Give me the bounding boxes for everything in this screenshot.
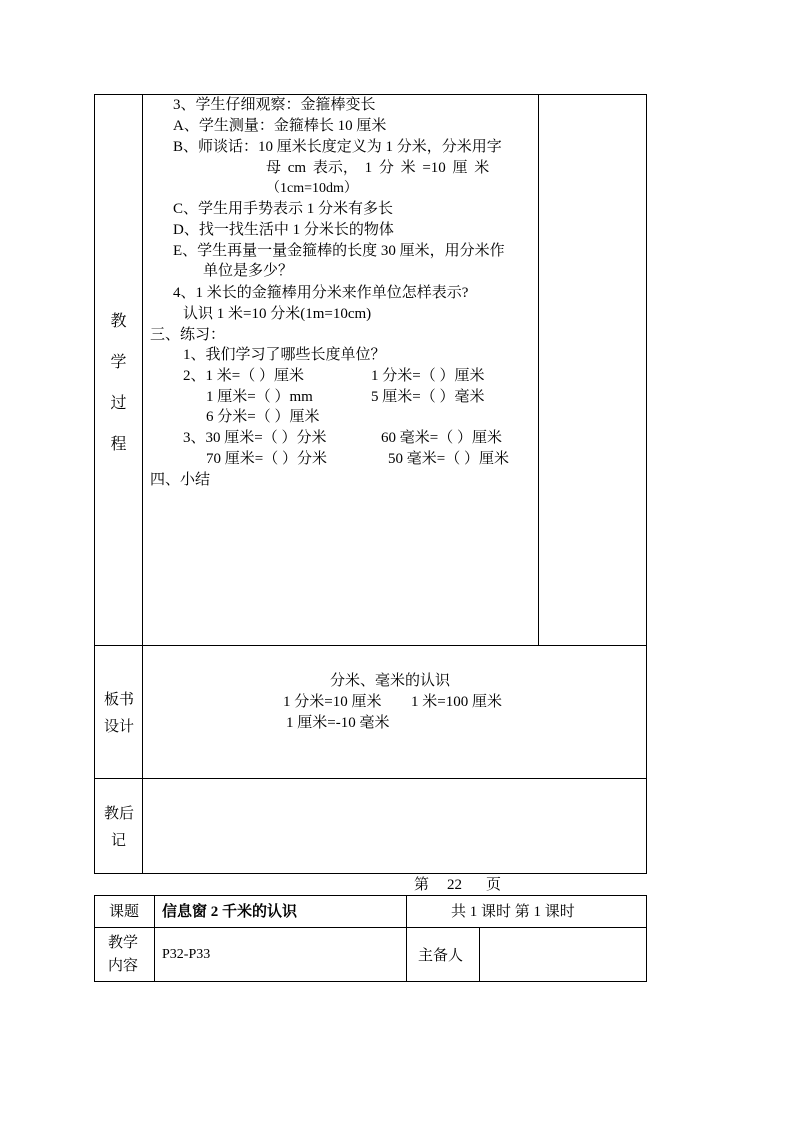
process-label-char: 过 [110, 395, 127, 412]
content-value: P32-P33 [162, 947, 211, 962]
process-label-char: 学 [110, 354, 127, 371]
row-divider-board [94, 645, 647, 646]
process-step-3d: D、找一找生活中 1 分米长的物体 [173, 222, 394, 238]
practice-q3c: 70 厘米=（ ）分米 [206, 451, 327, 467]
topic-value: 信息窗 2 千米的认识 [162, 904, 298, 920]
page-number-prefix: 第 [414, 877, 430, 893]
practice-q2d: 5 厘米=（ ）毫米 [371, 389, 485, 405]
practice-q1: 1、我们学习了哪些长度单位？ [183, 347, 386, 363]
practice-q2c: 1 厘米=（ ）mm [206, 389, 313, 405]
process-step-3b-cont: 母 cm 表示， 1 分 米 =10 厘 米 [266, 160, 490, 176]
lesson-hours: 共 1 课时 第 1 课时 [451, 904, 575, 920]
process-step-3b: B、师谈话：10 厘米长度定义为 1 分米，分米用字 [173, 139, 502, 155]
right-column-divider [538, 94, 539, 645]
reflection-label-line: 教后 [104, 806, 135, 822]
process-step-3c: C、学生用手势表示 1 分米有多长 [173, 201, 394, 217]
page-number-value: 22 [447, 877, 462, 893]
board-formula-m: 1 米=100 厘米 [411, 694, 502, 710]
process-label-char: 教 [110, 313, 127, 330]
lesson-info-row-divider [94, 927, 647, 928]
board-title: 分米、毫米的认识 [330, 673, 451, 689]
section-practice: 三、练习： [150, 327, 226, 343]
practice-q2e: 6 分米=（ ）厘米 [206, 409, 320, 425]
process-step-3e-cont: 单位是多少？ [203, 263, 294, 279]
process-step-3: 3、学生仔细观察：金箍棒变长 [173, 97, 376, 113]
label-column-divider [142, 94, 143, 874]
practice-q2a: 2、1 米=（ ）厘米 [183, 368, 304, 384]
practice-q3d: 50 毫米=（ ）厘米 [388, 451, 509, 467]
reflection-label-line: 记 [111, 833, 127, 849]
practice-q2b: 1 分米=（ ）厘米 [371, 368, 485, 384]
process-step-3a: A、学生测量：金箍棒长 10 厘米 [173, 118, 387, 134]
topic-label: 课题 [109, 904, 140, 920]
board-label-line: 板书 [104, 692, 135, 708]
preparer-label: 主备人 [418, 948, 464, 964]
content-label-line: 内容 [108, 958, 139, 974]
section-summary: 四、小结 [150, 472, 211, 488]
lesson-info-col-divider-3 [479, 927, 480, 982]
process-step-4-note: 认识 1 米=10 分米(1m=10cm) [183, 306, 372, 322]
process-step-4: 4、1 米长的金箍棒用分米来作单位怎样表示? [173, 285, 469, 301]
process-step-3b-note: （1cm=10dm） [266, 181, 358, 196]
practice-q3b: 60 毫米=（ ）厘米 [381, 430, 502, 446]
board-label-line: 设计 [104, 719, 135, 735]
reflection-notes[interactable] [143, 779, 646, 873]
process-label-char: 程 [110, 436, 127, 453]
practice-q3a: 3、30 厘米=（ ）分米 [183, 430, 327, 446]
process-step-3e: E、学生再量一量金箍棒的长度 30 厘米，用分米作 [173, 243, 505, 259]
board-formula-cm: 1 厘米=-10 毫米 [286, 715, 390, 731]
content-label-line: 教学 [108, 935, 139, 951]
lesson-info-col-divider-1 [154, 895, 155, 982]
page-number-suffix: 页 [486, 877, 502, 893]
board-formula-dm: 1 分米=10 厘米 [283, 694, 382, 710]
lesson-info-col-divider-2 [406, 895, 407, 982]
